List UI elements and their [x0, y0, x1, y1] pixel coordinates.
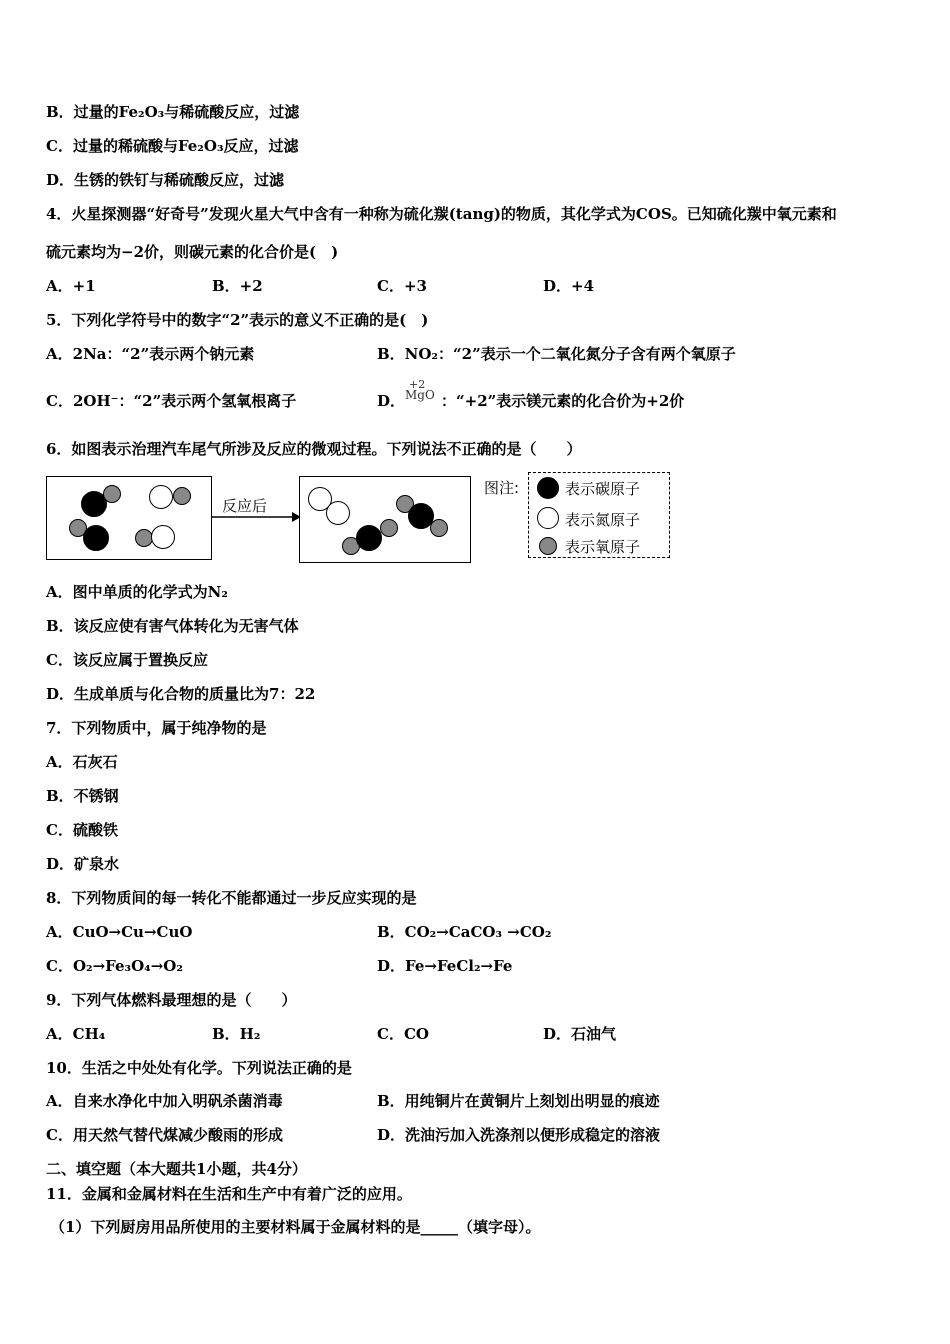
q8-stem: 8．下列物质间的每一转化不能都通过一步反应实现的是 — [46, 889, 417, 907]
oxygen-atom — [103, 485, 121, 503]
carbon-atom — [356, 525, 382, 551]
q9-option-d: D．石油气 — [543, 1025, 617, 1043]
oxygen-atom — [173, 487, 191, 505]
q5-option-c: C．2OH⁻：“2”表示两个氢氧根离子 — [46, 392, 297, 410]
q9-option-a: A．CH₄ — [46, 1025, 106, 1043]
q5-option-b: B．NO₂：“2”表示一个二氧化氮分子含有两个氧原子 — [377, 345, 736, 363]
q10-option-b: B．用纯铜片在黄铜片上刻划出明显的痕迹 — [377, 1092, 660, 1110]
q9-option-c: C．CO — [377, 1025, 429, 1043]
q7-option-c: C．硫酸铁 — [46, 821, 118, 839]
legend-oxygen-atom — [539, 537, 557, 555]
q11-sub-1: （1）下列厨房用品所使用的主要材料属于金属材料的是_____（填字母）。 — [50, 1218, 541, 1236]
oxygen-atom — [380, 519, 398, 537]
q6-stem: 6．如图表示治理汽车尾气所涉及反应的微观过程。下列说法不正确的是（ ） — [46, 440, 582, 458]
legend-oxygen-label: 表示氧原子 — [565, 538, 641, 556]
q4-option-d: D．+4 — [543, 277, 595, 295]
arrow-label: 反应后 — [222, 497, 268, 515]
mgo-charge: +2 — [409, 378, 426, 391]
q10-stem: 10．生活之中处处有化学。下列说法正确的是 — [46, 1059, 352, 1077]
q4-stem-1: 4．火星探测器“好奇号”发现火星大气中含有一种称为硫化羰(tang)的物质，其化学式为COS。已知硫化羰中氧元素和 — [46, 205, 837, 223]
q10-option-c: C．用天然气替代煤减少酸雨的形成 — [46, 1126, 283, 1144]
products-box — [299, 476, 471, 563]
q9-option-b: B．H₂ — [212, 1025, 261, 1043]
q7-option-b: B．不锈钢 — [46, 787, 119, 805]
legend-carbon-atom — [537, 477, 559, 499]
q8-option-c: C．O₂→Fe₃O₄→O₂ — [46, 957, 183, 975]
q5-stem: 5．下列化学符号中的数字“2”表示的意义不正确的是( ) — [46, 311, 429, 329]
legend-nitrogen-label: 表示氮原子 — [565, 511, 641, 529]
q5-option-d-prefix: D． — [377, 392, 406, 410]
carbon-atom — [83, 525, 109, 551]
q4-option-b: B．+2 — [212, 277, 263, 295]
q6-option-a: A．图中单质的化学式为N₂ — [46, 583, 228, 601]
q4-option-c: C．+3 — [377, 277, 427, 295]
reactants-box — [46, 476, 212, 560]
q5-option-a: A．2Na：“2”表示两个钠元素 — [46, 345, 255, 363]
q8-option-d: D．Fe→FeCl₂→Fe — [377, 957, 513, 975]
legend-carbon-label: 表示碳原子 — [565, 480, 641, 498]
oxygen-atom — [430, 519, 448, 537]
q3-option-c: C．过量的稀硫酸与Fe₂O₃反应，过滤 — [46, 137, 299, 155]
q3-option-d: D．生锈的铁钉与稀硫酸反应，过滤 — [46, 171, 285, 189]
q8-option-b: B．CO₂→CaCO₃ →CO₂ — [377, 923, 552, 941]
q8-option-a: A．CuO→Cu→CuO — [46, 923, 193, 941]
legend-title: 图注: — [484, 479, 520, 497]
q6-option-c: C．该反应属于置换反应 — [46, 651, 208, 669]
q6-option-d: D．生成单质与化合物的质量比为7：22 — [46, 685, 316, 703]
q3-option-b: B．过量的Fe₂O₃与稀硫酸反应，过滤 — [46, 103, 300, 121]
q6-option-b: B．该反应使有害气体转化为无害气体 — [46, 617, 299, 635]
q5-option-d — [377, 378, 685, 411]
mgo-formula — [405, 378, 441, 411]
q10-option-d: D．洗油污加入洗涤剂以便形成稳定的溶液 — [377, 1126, 661, 1144]
section-2-heading: 二、填空题（本大题共1小题，共4分） — [46, 1160, 307, 1178]
q7-stem: 7．下列物质中，属于纯净物的是 — [46, 719, 267, 737]
nitrogen-atom — [326, 501, 350, 525]
q5-option-d-suffix: ：“+2”表示镁元素的化合价为+2价 — [441, 392, 685, 410]
legend-nitrogen-atom — [537, 507, 559, 529]
nitrogen-atom — [151, 525, 175, 549]
reaction-arrow — [212, 510, 302, 524]
q7-option-d: D．矿泉水 — [46, 855, 120, 873]
legend-box — [528, 472, 670, 558]
q11-stem: 11．金属和金属材料在生活和生产中有着广泛的应用。 — [46, 1185, 412, 1203]
q10-option-a: A．自来水净化中加入明矾杀菌消毒 — [46, 1092, 283, 1110]
q4-stem-2: 硫元素均为−2价，则碳元素的化合价是( ) — [46, 243, 339, 261]
q9-stem: 9．下列气体燃料最理想的是（ ） — [46, 991, 297, 1009]
q7-option-a: A．石灰石 — [46, 753, 118, 771]
q4-option-a: A．+1 — [46, 277, 96, 295]
nitrogen-atom — [149, 485, 173, 509]
mgo-symbol: MgO — [405, 388, 435, 402]
